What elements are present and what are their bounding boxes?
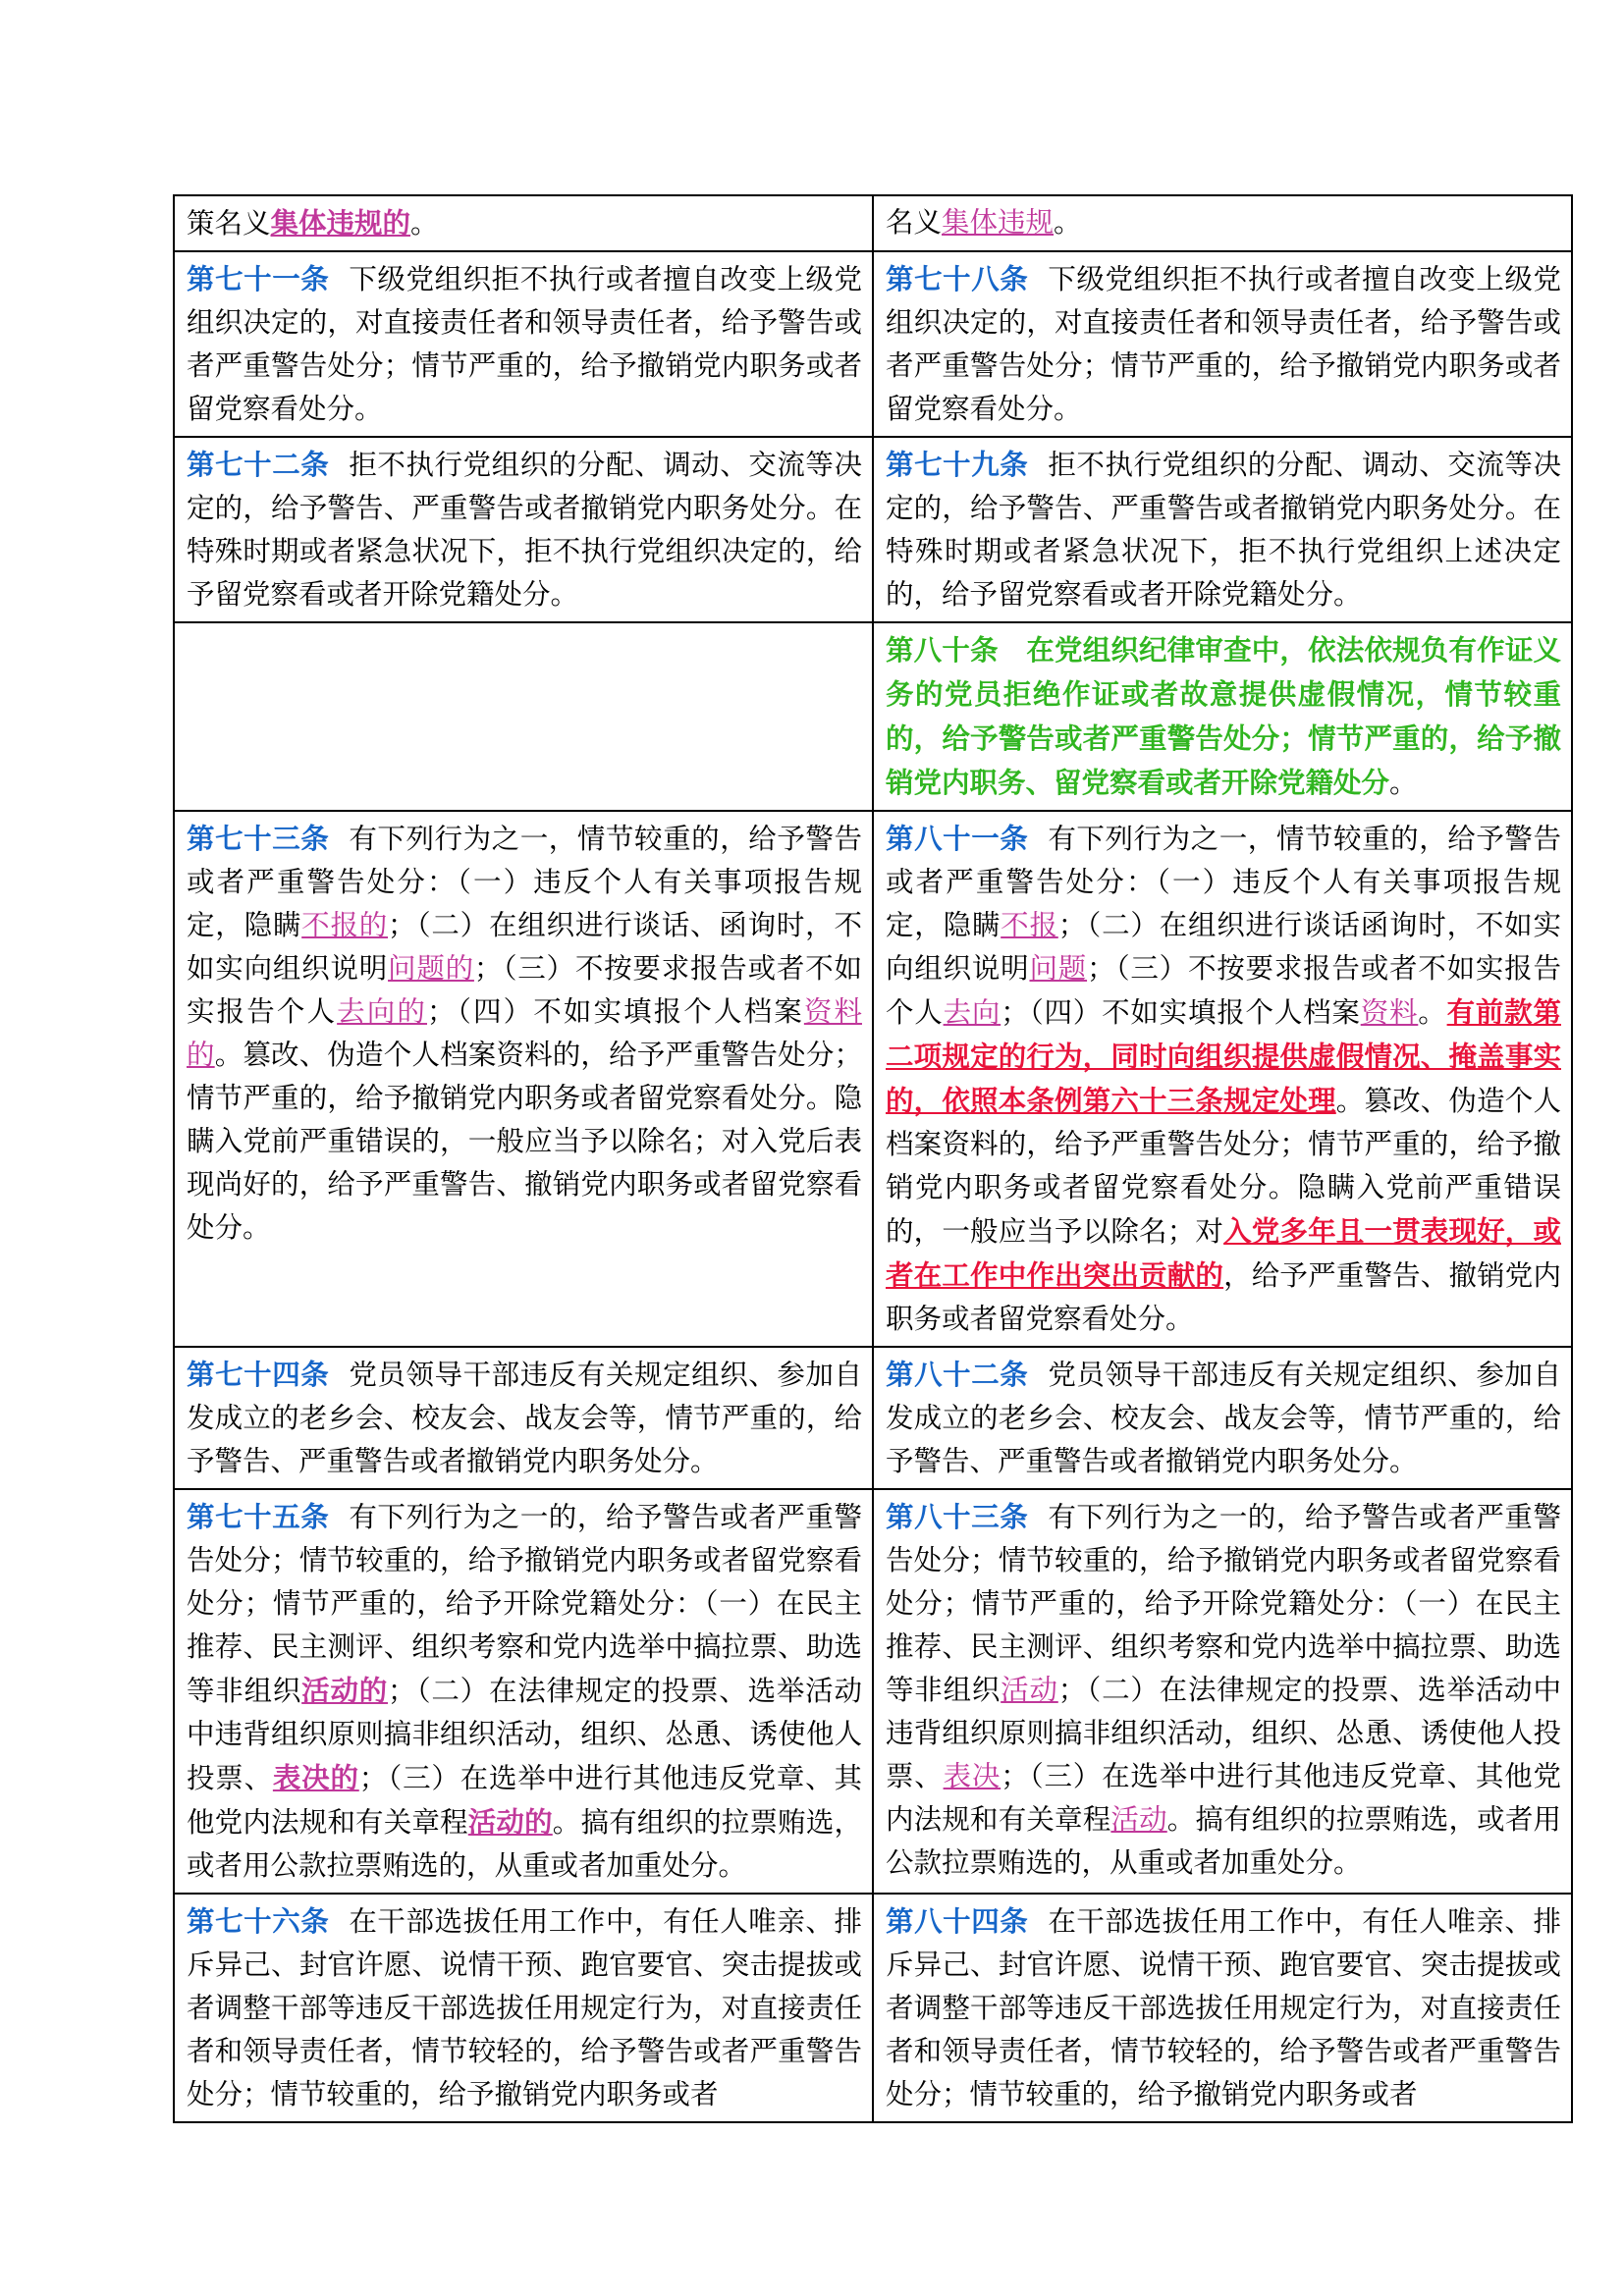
clause-text: 有下列行为之一的，给予警告或者严重警告处分；情节较重的，给予撤销党内职务或者留党察看处分；情节严重的，给予开除党籍处分：（一）在民主推荐、民主测评、组织考察和党内选举中搞拉票、助选等非组织 (886, 1501, 1561, 1706)
clause-text: 党员领导干部违反有关规定组织、参加自发成立的老乡会、校友会、战友会等，情节严重的，给予警告、严重警告或者撤销党内职务处分。 (187, 1359, 862, 1477)
clause-text: ；（四）不如实填报个人档案 (427, 995, 804, 1028)
clause-text: 。 (1418, 996, 1447, 1029)
clause-text: ；（三）不按要求报告或者不如实报告个人 (886, 952, 1561, 1029)
article-number: 第七十八条 (886, 262, 1029, 295)
old-version-cell (174, 1894, 873, 2122)
clause-text: 。 (1054, 206, 1082, 239)
table-row (174, 811, 1572, 1347)
clause-text: ；（二）在法律规定的投票、选举活动中违背组织原则搞非组织活动，组织、怂恿、诱使他人投票、 (187, 1675, 862, 1794)
table-row (174, 195, 1572, 251)
article-number: 第七十五条 (187, 1500, 330, 1533)
clause-text: ；（二）在组织进行谈话、函询时，不如实向组织说明 (187, 909, 862, 985)
deleted-text: 资料的 (187, 995, 862, 1071)
clause-text: 有下列行为之一，情节较重的，给予警告或者严重警告处分：（一）违反个人有关事项报告规定，隐瞒 (886, 823, 1561, 941)
clause-text: ；（三）在选举中进行其他违反党章、其他党内法规和有关章程 (886, 1760, 1561, 1836)
clause-text: ；（二）在组织进行谈话函询时，不如实向组织说明 (886, 909, 1561, 985)
new-version-cell (873, 251, 1572, 437)
table-row (174, 622, 1572, 811)
clause-text: 。 (1389, 767, 1418, 799)
comparison-table-body (174, 195, 1572, 2122)
clause-text: 在干部选拔任用工作中，有任人唯亲、排斥异己、封官许愿、说情干预、跑官要官、突击提拔或者调整干部等违反干部选拔任用规定行为，对直接责任者和领导责任者，情节较轻的，给予警告或者严重警告处分；情节较重的，给予撤销党内职务或者 (886, 1905, 1561, 2110)
revised-text: 集体违规 (942, 206, 1055, 239)
old-version-cell (174, 437, 873, 622)
article-number: 第八十三条 (886, 1500, 1029, 1533)
old-version-cell (174, 1489, 873, 1894)
new-version-cell (873, 1894, 1572, 2122)
article-number: 第八十一条 (886, 822, 1029, 855)
clause-text: 有下列行为之一的，给予警告或者严重警告处分；情节较重的，给予撤销党内职务或者留党察看处分；情节严重的，给予开除党籍处分：（一）在民主推荐、民主测评、组织考察和党内选举中搞拉票、助选等非组织 (187, 1501, 862, 1707)
comparison-table (173, 194, 1573, 2123)
clause-text: ；（三）不按要求报告或者不如实报告个人 (187, 952, 862, 1028)
clause-text: 。 (410, 207, 439, 240)
table-row (174, 1347, 1572, 1489)
added-article-text: 第八十条 在党组织纪律审查中，依法依规负有作证义务的党员拒绝作证或者故意提供虚假情况，情节较重的，给予警告或者严重警告处分；情节严重的，给予撤销党内职务、留党察看或者开除党籍处分 (886, 633, 1561, 799)
table-row (174, 251, 1572, 437)
clause-text: ；（二）在法律规定的投票、选举活动中违背组织原则搞非组织活动，组织、怂恿、诱使他人投票、 (886, 1674, 1561, 1792)
old-version-cell (174, 1347, 873, 1489)
old-version-cell (174, 622, 873, 811)
clause-text: 拒不执行党组织的分配、调动、交流等决定的，给予警告、严重警告或者撤销党内职务处分。在特殊时期或者紧急状况下，拒不执行党组织上述决定的，给予留党察看或者开除党籍处分。 (886, 449, 1561, 611)
clause-text: ，给予严重警告、撤销党内职务或者留党察看处分。 (886, 1259, 1561, 1335)
new-version-cell (873, 622, 1572, 811)
clause-text: ；（三）在选举中进行其他违反党章、其他党内法规和有关章程 (187, 1762, 862, 1839)
revised-text: 问题 (1029, 952, 1088, 985)
new-version-cell (873, 1347, 1572, 1489)
clause-text: 有下列行为之一，情节较重的，给予警告或者严重警告处分：（一）违反个人有关事项报告规定，隐瞒 (187, 823, 862, 941)
clause-text: 。搞有组织的拉票贿选，或者用公款拉票贿选的，从重或者加重处分。 (187, 1806, 862, 1882)
table-row (174, 1489, 1572, 1894)
added-text: 入党多年且一贯表现好，或者在工作中作出突出贡献的 (886, 1214, 1561, 1292)
deleted-text: 集体违规的 (270, 206, 411, 240)
old-version-cell (174, 195, 873, 251)
clause-text: 策名义 (187, 207, 271, 240)
new-version-cell (873, 195, 1572, 251)
clause-text: 党员领导干部违反有关规定组织、参加自发成立的老乡会、校友会、战友会等，情节严重的，给予警告、严重警告或者撤销党内职务处分。 (886, 1359, 1561, 1477)
revised-text: 去向 (943, 996, 1001, 1029)
revised-text: 活动 (1110, 1803, 1167, 1836)
article-number: 第七十三条 (187, 822, 330, 855)
table-row (174, 1894, 1572, 2122)
deleted-text: 去向的 (337, 995, 427, 1028)
clause-text: 。搞有组织的拉票贿选，或者用公款拉票贿选的，从重或者加重处分。 (886, 1803, 1561, 1879)
article-number: 第七十六条 (187, 1904, 330, 1938)
clause-text: 下级党组织拒不执行或者擅自改变上级党组织决定的，对直接责任者和领导责任者，给予警告或者严重警告处分；情节严重的，给予撤销党内职务或者留党察看处分。 (187, 263, 862, 425)
article-number: 第八十二条 (886, 1358, 1029, 1391)
clause-text: 名义 (886, 206, 943, 239)
new-version-cell (873, 1489, 1572, 1894)
article-number: 第七十九条 (886, 448, 1029, 481)
clause-text: 。篡改、伪造个人档案资料的，给予严重警告处分；情节严重的，给予撤销党内职务或者留党察看处分。隐瞒入党前严重错误的，一般应当予以除名；对入党后表现尚好的，给予严重警告、撤销党内职务或者留党察看处分。 (187, 1039, 862, 1244)
clause-text: 。篡改、伪造个人档案资料的，给予严重警告处分；情节严重的，给予撤销党内职务或者留党察看处分。隐瞒入党前严重错误的，一般应当予以除名；对 (886, 1085, 1561, 1248)
clause-text: ；（四）不如实填报个人档案 (1001, 996, 1361, 1029)
new-version-cell (873, 437, 1572, 622)
old-version-cell (174, 251, 873, 437)
clause-text: 在干部选拔任用工作中，有任人唯亲、排斥异己、封官许愿、说情干预、跑官要官、突击提拔或者调整干部等违反干部选拔任用规定行为，对直接责任者和领导责任者，情节较轻的，给予警告或者严重警告处分；情节较重的，给予撤销党内职务或者 (187, 1905, 862, 2110)
deleted-text: 活动的 (467, 1805, 553, 1839)
revised-text: 表决 (943, 1760, 1001, 1792)
clause-text: 拒不执行党组织的分配、调动、交流等决定的，给予警告、严重警告或者撤销党内职务处分。在特殊时期或者紧急状况下，拒不执行党组织决定的，给予留党察看或者开除党籍处分。 (187, 449, 862, 611)
deleted-text: 表决的 (272, 1761, 359, 1794)
deleted-text: 不报的 (301, 909, 389, 941)
revised-text: 活动 (1001, 1674, 1058, 1706)
article-number: 第八十四条 (886, 1904, 1029, 1938)
revised-text: 不报 (1001, 909, 1058, 941)
revised-text: 资料 (1360, 996, 1419, 1029)
old-version-cell (174, 811, 873, 1347)
article-number: 第七十四条 (187, 1358, 330, 1391)
deleted-text: 问题的 (388, 952, 474, 985)
clause-text: 下级党组织拒不执行或者擅自改变上级党组织决定的，对直接责任者和领导责任者，给予警告或者严重警告处分；情节严重的，给予撤销党内职务或者留党察看处分。 (886, 263, 1561, 425)
table-row (174, 437, 1572, 622)
added-text: 有前款第二项规定的行为，同时向组织提供虚假情况、掩盖事实的，依照本条例第六十三条规定处理 (886, 995, 1561, 1117)
deleted-text: 活动的 (301, 1674, 389, 1707)
article-number: 第七十一条 (187, 262, 330, 295)
article-number: 第七十二条 (187, 448, 330, 481)
new-version-cell (873, 811, 1572, 1347)
